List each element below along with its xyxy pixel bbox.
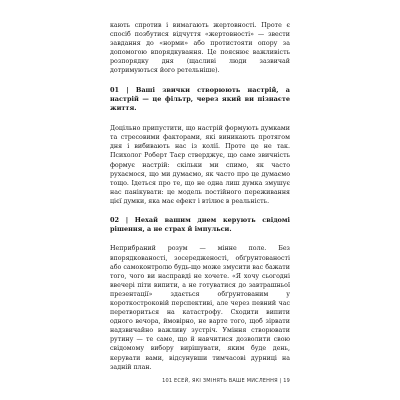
paragraph-intro: кають спротив і вимагають жертовності. Проте є спосіб позбутися відчуття «жертовності» — звести завдання до «норми» або протистояти опору за допомогою впорядкування. Це пояснює важливість розпорядку дня (щасливі люди зазвичай дотримуються його ретельніше). xyxy=(110,22,290,75)
section-heading-01: 01 | Ваші звички створюють настрій, а настрій — це фільтр, через який ви пізнаєте життя. xyxy=(110,85,290,112)
paragraph-mood: Доцільно припустити, що настрій формують думками та стресовими факторами, які виникають протягом дня і вибивають нас із колії. Проте це не так. Психолог Роберт Таєр стверджує, що саме звичність формує настрій: скільки ми спимо, як часто рухаємося, що ми думаємо, як часто про це думаємо тощо. Ідеться про те, що не одна лиш думка змушує нас панікувати: це модель постійного переживання цієї думки, яка має ефект і втілює в реальність. xyxy=(110,125,290,205)
page-footer: 101 ЕСЕЙ, ЯКІ ЗМІНЯТЬ ВАШЕ МИСЛЕННЯ | 19 xyxy=(162,378,290,384)
section-heading-02: 02 | Нехай вашим днем керують свідомі рішення, а не страх й імпульси. xyxy=(110,216,290,234)
paragraph-routine: Неприбраний розум — мінне поле. Без впорядкованості, зосередженості, обґрунтованості або самоконтролю будь-що може змусити вас бажати того, чого ви насправді не хочете. «Я хочу сьогодні ввечері піти випити, а не готуватися до завтрашньої презентації» здається обґрунтованим у короткостроковій перспективі, але через певний час перетвориться на катастрофу. Сходити випити одного вечора, ймовірно, не варте того, щоб зірвати надзвичайно важливу зустріч. Уміння створювати рутину — те саме, що й навчитися дозволити свою свідомому вибору вирішувати, яким буде день, керувати вами, відсунувши тимчасові дурниці на задній план. xyxy=(110,245,290,371)
